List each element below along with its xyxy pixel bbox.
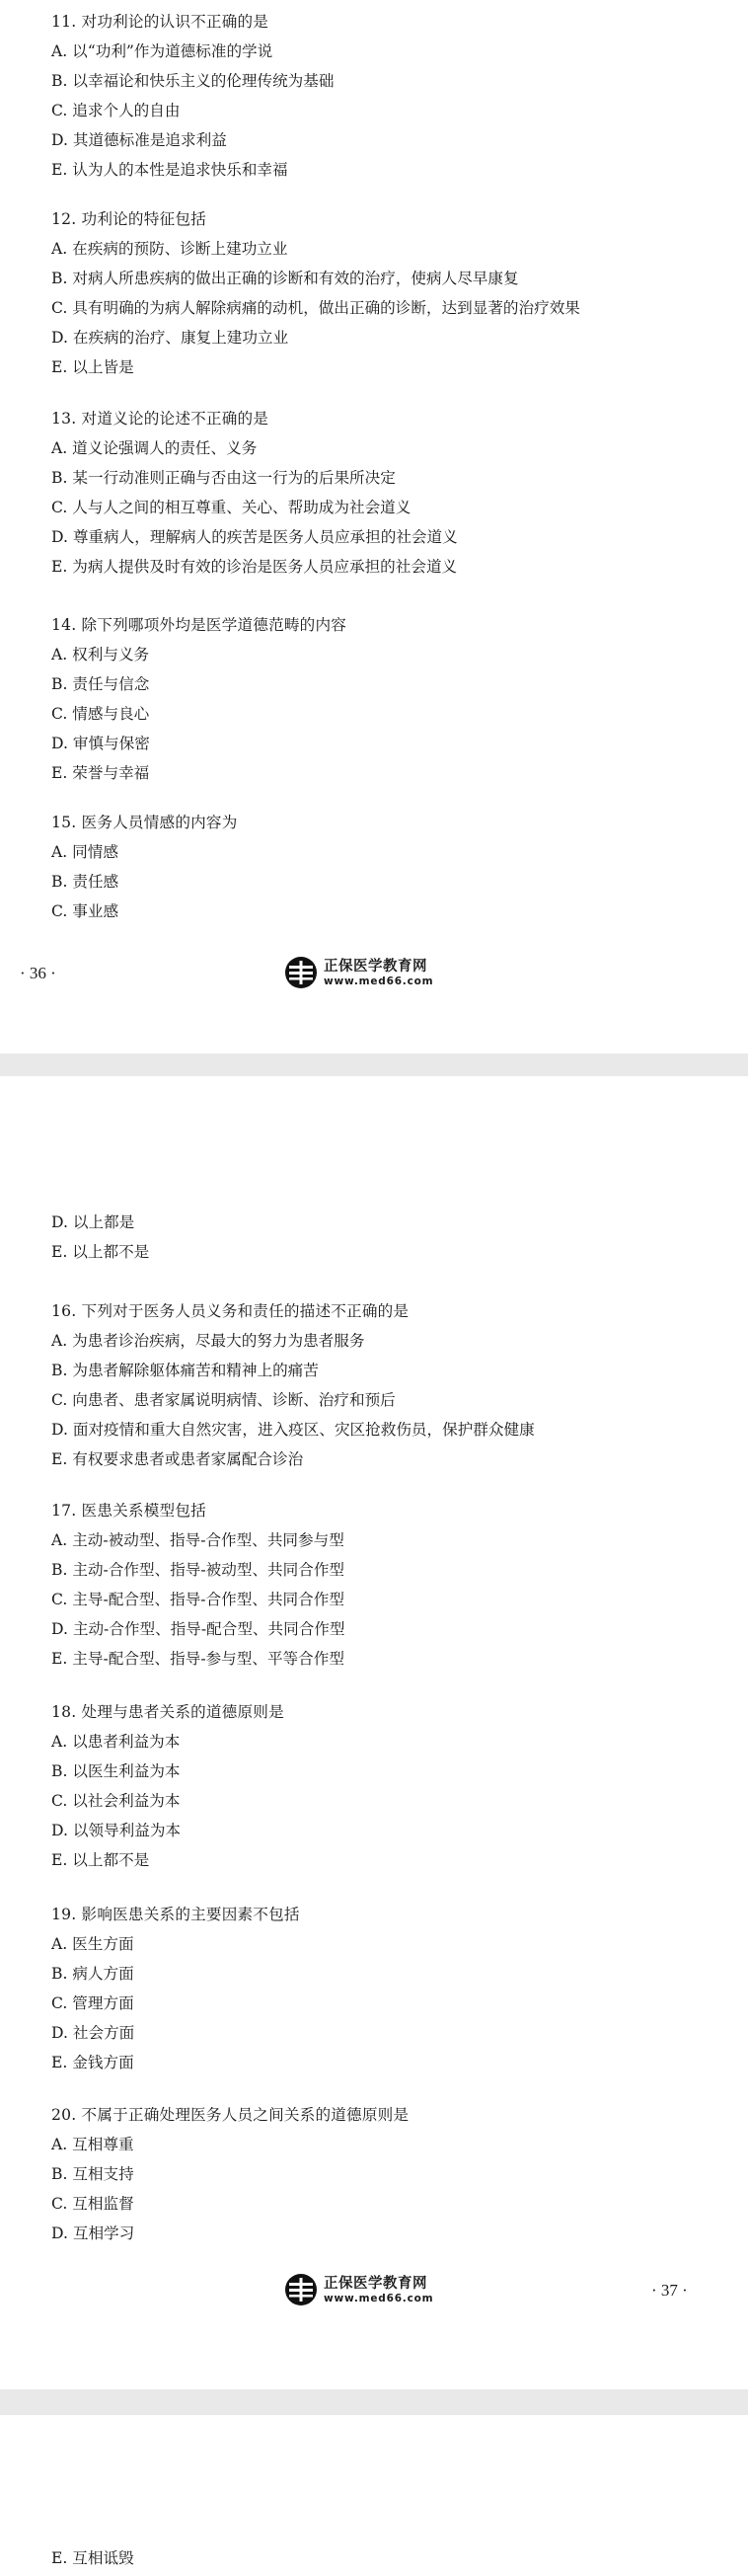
answer-option: A. 互相尊重 xyxy=(51,2136,134,2153)
answer-option: E. 以上都不是 xyxy=(51,1851,150,1869)
continued-options-15 xyxy=(51,1208,732,1267)
answer-option: D. 审慎与保密 xyxy=(51,735,150,752)
continued-options-20 xyxy=(51,2543,732,2573)
answer-option: D. 面对疫情和重大自然灾害，进入疫区、灾区抢救伤员，保护群众健康 xyxy=(51,1421,535,1439)
answer-option: B. 互相支持 xyxy=(51,2165,134,2183)
brand-name: 正保医学教育网 xyxy=(324,2276,427,2292)
answer-option: B. 以幸福论和快乐主义的伦理传统为基础 xyxy=(51,72,335,90)
answer-option: B. 主动-合作型、指导-被动型、共同合作型 xyxy=(51,1561,345,1579)
answer-option: C. 情感与良心 xyxy=(51,705,150,723)
answer-option: D. 尊重病人，理解病人的疾苦是医务人员应承担的社会道义 xyxy=(51,528,458,546)
brand-url: www.med66.com xyxy=(324,976,434,987)
answer-option: D. 在疾病的治疗、康复上建功立业 xyxy=(51,329,289,347)
question-18 xyxy=(51,1697,732,1875)
question-16 xyxy=(51,1296,732,1474)
page-38-partial xyxy=(0,2415,748,2576)
question-stem: 18. 处理与患者关系的道德原则是 xyxy=(51,1703,284,1721)
answer-option: C. 向患者、患者家属说明病情、诊断、治疗和预后 xyxy=(51,1391,396,1409)
answer-option: A. 以“功利”作为道德标准的学说 xyxy=(51,42,273,60)
answer-option: A. 主动-被动型、指导-合作型、共同参与型 xyxy=(51,1531,344,1549)
answer-option: E. 互相诋毁 xyxy=(51,2549,134,2567)
answer-option: A. 道义论强调人的责任、义务 xyxy=(51,439,258,457)
answer-option: E. 荣誉与幸福 xyxy=(51,764,150,782)
answer-option: A. 医生方面 xyxy=(51,1935,134,1953)
answer-option: C. 追求个人的自由 xyxy=(51,102,181,119)
question-20 xyxy=(51,2100,732,2248)
answer-option: D. 以上都是 xyxy=(51,1213,135,1231)
page-36 xyxy=(0,0,748,1054)
answer-option: C. 事业感 xyxy=(51,902,119,920)
answer-option: B. 为患者解除躯体痛苦和精神上的痛苦 xyxy=(51,1362,319,1379)
answer-option: B. 对病人所患疾病的做出正确的诊断和有效的治疗，使病人尽早康复 xyxy=(51,270,519,287)
answer-option: C. 人与人之间的相互尊重、关心、帮助成为社会道义 xyxy=(51,499,411,516)
question-13 xyxy=(51,404,732,582)
question-stem: 14. 除下列哪项外均是医学道德范畴的内容 xyxy=(51,616,347,634)
answer-option: C. 具有明确的为病人解除病痛的动机，做出正确的诊断，达到显著的治疗效果 xyxy=(51,299,580,317)
question-15 xyxy=(51,808,732,926)
question-17 xyxy=(51,1496,732,1674)
question-stem: 11. 对功利论的认识不正确的是 xyxy=(51,13,269,31)
question-stem: 20. 不属于正确处理医务人员之间关系的道德原则是 xyxy=(51,2106,410,2124)
answer-option: A. 同情感 xyxy=(51,843,118,861)
brand-name: 正保医学教育网 xyxy=(324,959,427,975)
answer-option: C. 互相监督 xyxy=(51,2195,134,2213)
answer-option: D. 主动-合作型、指导-配合型、共同合作型 xyxy=(51,1620,345,1638)
page-37 xyxy=(0,1076,748,2389)
answer-option: B. 某一行动准则正确与否由这一行为的后果所决定 xyxy=(51,469,396,487)
answer-option: E. 认为人的本性是追求快乐和幸福 xyxy=(51,161,288,179)
question-stem: 12. 功利论的特征包括 xyxy=(51,210,206,228)
answer-option: C. 主导-配合型、指导-合作型、共同合作型 xyxy=(51,1591,344,1608)
answer-option: E. 有权要求患者或患者家属配合诊治 xyxy=(51,1450,304,1468)
question-11 xyxy=(51,7,732,185)
question-stem: 16. 下列对于医务人员义务和责任的描述不正确的是 xyxy=(51,1302,410,1320)
answer-option: A. 在疾病的预防、诊断上建功立业 xyxy=(51,240,288,258)
brand-emblem-icon xyxy=(284,2273,318,2306)
page-number: · 36 · xyxy=(20,964,56,982)
brand-logo xyxy=(284,2271,482,2314)
question-12 xyxy=(51,204,732,382)
answer-option: E. 为病人提供及时有效的诊治是医务人员应承担的社会道义 xyxy=(51,558,458,576)
answer-option: B. 病人方面 xyxy=(51,1965,134,1983)
answer-option: D. 互相学习 xyxy=(51,2225,135,2242)
answer-option: C. 管理方面 xyxy=(51,1994,134,2012)
question-stem: 13. 对道义论的论述不正确的是 xyxy=(51,410,269,428)
answer-option: E. 金钱方面 xyxy=(51,2054,134,2071)
answer-option: E. 以上都不是 xyxy=(51,1243,150,1261)
answer-option: A. 为患者诊治疾病，尽最大的努力为患者服务 xyxy=(51,1332,365,1350)
answer-option: D. 以领导利益为本 xyxy=(51,1822,182,1839)
answer-option: E. 主导-配合型、指导-参与型、平等合作型 xyxy=(51,1650,344,1668)
answer-option: B. 责任与信念 xyxy=(51,675,150,693)
question-stem: 19. 影响医患关系的主要因素不包括 xyxy=(51,1906,300,1923)
answer-option: C. 以社会利益为本 xyxy=(51,1792,181,1810)
answer-option: D. 其道德标准是追求利益 xyxy=(51,131,227,149)
answer-option: B. 责任感 xyxy=(51,873,119,891)
page-number: · 37 · xyxy=(651,2281,688,2300)
question-stem: 15. 医务人员情感的内容为 xyxy=(51,814,238,831)
brand-url: www.med66.com xyxy=(324,2293,434,2304)
answer-option: D. 社会方面 xyxy=(51,2024,135,2042)
answer-option: A. 以患者利益为本 xyxy=(51,1733,181,1751)
brand-emblem-icon xyxy=(284,956,318,989)
brand-logo xyxy=(284,954,482,997)
question-stem: 17. 医患关系模型包括 xyxy=(51,1502,206,1520)
question-14 xyxy=(51,610,732,788)
answer-option: B. 以医生利益为本 xyxy=(51,1762,181,1780)
answer-option: A. 权利与义务 xyxy=(51,646,150,664)
answer-option: E. 以上皆是 xyxy=(51,358,134,376)
question-19 xyxy=(51,1900,732,2077)
